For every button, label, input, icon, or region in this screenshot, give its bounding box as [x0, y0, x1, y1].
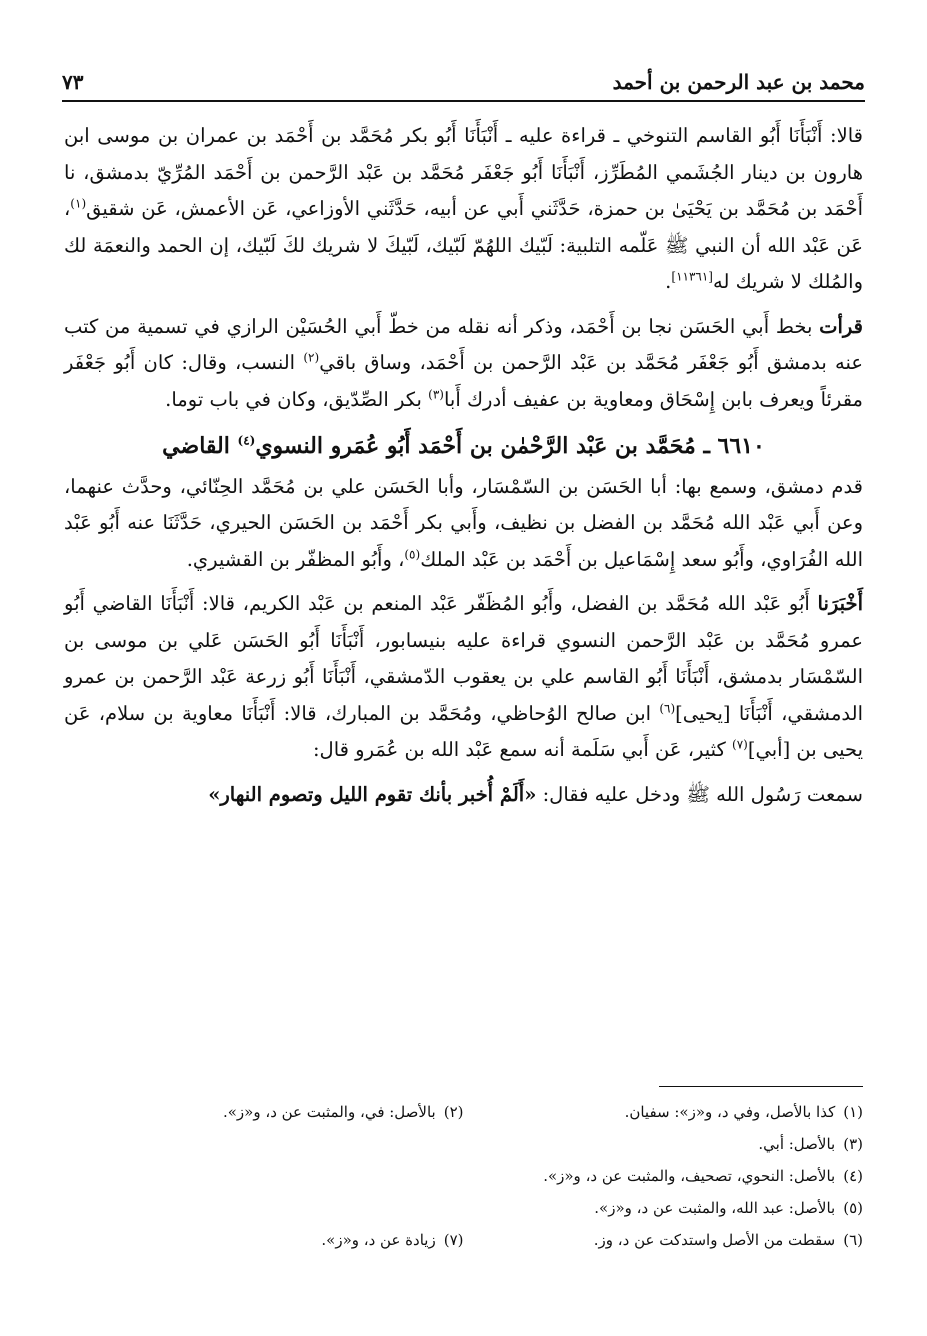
footnote-3 [464, 1128, 864, 1160]
footnote-marker: (٣) [428, 387, 444, 401]
paragraph-2 [64, 309, 863, 419]
footnote-number: (٥) [843, 1199, 863, 1217]
hadith-quote: «أَلَمْ أُخبر بأنك تقوم الليل وتصوم النهار» [208, 782, 537, 806]
entry-heading [64, 428, 863, 465]
paragraph-text: أَبُو عَبْد الله مُحَمَّد بن الفضل، وأَبُو المُظَفّر عَبْد المنعم بن عَبْد الكريم، قالا: أَنْبَأَنَا القاضي أَبُو عمرو مُحَمَّد بن عَبْد الرَّحمن النسوي قراءة عليه بنيسابور، أَنْبَأَنَا أَبُو الحَسَن عَلي بن موسى بن السّمْسَار بدمشق، أَنْبَأَنَا أَبُو القاسم علي بن يعقوب الدّمشقي، أَنْبَأَنَا أَبُو زرعة عَبْد الرَّحمن بن عمرو الدمشقي، أَنْبَأَنَا [يحيى] [64, 592, 863, 725]
footnote-number: (٣) [843, 1135, 863, 1153]
paragraph-text: ابن صالح الوُحاظي، ومُحَمَّد بن المبارك، قالا: أَنْبَأَنَا معاوية بن سلام، عَن يحيى بن [أبي] [64, 701, 863, 761]
lead-word: أَخْبَرَنا [817, 592, 863, 615]
footnote-text: سقطت من الأصل واستدكت عن د، وز. [593, 1231, 836, 1249]
footnote-row [64, 1128, 863, 1160]
footnote-7 [64, 1224, 464, 1256]
footnote-row [64, 1192, 863, 1224]
footnote-text: بالأصل: أبي. [758, 1135, 836, 1153]
footnote-6 [464, 1224, 864, 1256]
page-header [62, 58, 865, 94]
paragraph-text: قدم دمشق، وسمع بها: أبا الحَسَن بن السّمْسَار، وأبا الحَسَن علي بن مُحَمَّد الحِنّائي، وحدَّث عنهما، وعن أَبي عَبْد الله مُحَمَّد بن الفضل بن نظيف، وأَبي بكر أَحْمَد بن الحَسَن الحيري، حَدَّثَنَا عنه أَبُو عَبْد الله الفُرَاوي، وأَبُو سعد إِسْمَاعيل بن أَحْمَد بن عَبْد الملك [64, 474, 863, 571]
footnote-marker: (٥) [404, 547, 421, 561]
paragraph-1 [64, 118, 863, 301]
footnote-text: زيادة عن د، و«ز». [321, 1231, 436, 1249]
entry-title-tail: القاضي [162, 433, 238, 459]
paragraph-text: ، وأَبُو المظفّر بن القشيري. [186, 547, 405, 571]
paragraph-4 [64, 586, 863, 769]
paragraph-text: كثير، عَن أَبي سَلَمة أنه سمع عَبْد الله بن عُمَرو قال: [312, 738, 733, 761]
footnote-4 [64, 1160, 863, 1192]
header-rule [62, 100, 865, 102]
footnote-row [64, 1224, 863, 1256]
footnote-number: (٤) [843, 1167, 863, 1185]
main-text [64, 118, 863, 821]
footnote-text: بالأصل: عبد الله، والمثبت عن د، و«ز». [594, 1199, 836, 1217]
footnote-2 [64, 1096, 464, 1128]
footnote-marker: (١) [70, 196, 87, 211]
footnote-text: كذا بالأصل، وفي د، و«ز»: سفيان. [624, 1103, 836, 1121]
page-number: ٧٣ [62, 70, 84, 94]
footnote-5 [64, 1192, 863, 1224]
footnote-number: (٧) [443, 1231, 464, 1249]
footnote-number: (١) [843, 1103, 863, 1121]
footnote-number: (٦) [843, 1231, 863, 1249]
running-title: محمد بن عبد الرحمن بن أحمد [612, 70, 865, 94]
footnote-marker: (٦) [659, 701, 676, 715]
paragraph-text: ، عَن عَبْد الله أن النبي ﷺ عَلّمه التلبية: لَبّيك اللهُمّ لَبّيك، لَبّيكَ لا شريك لكَ لَبّيك، إن الحمد والنعمَة لك والمُلك لا شريك له [64, 197, 863, 293]
paragraph-3 [64, 469, 863, 579]
footnote-marker: (٧) [732, 737, 748, 752]
paragraph-5 [64, 777, 863, 814]
paragraph-text: النسب، وقال: كان أَبُو جَعْفَر مقرئاً ويعرف بابن إِسْحَاق ومعاوية بن عفيف أدرك أَبا [64, 351, 863, 411]
lead-word: قرأت [819, 314, 863, 338]
footnote-marker: (٤) [237, 433, 256, 448]
footnote-marker: (٢) [303, 350, 320, 365]
hadith-reference: [١١٣٦١] [671, 269, 713, 284]
paragraph-text: بخط أَبي الحَسَن نجا بن أَحْمَد، وذكر أنه نقله من خطّ أَبي الحُسَيْن الرازي في تسمية من كتب عنه بدمشق أَبُو جَعْفَر مُحَمَّد بن عَبْد الرَّحمن بن أَحْمَد، وساق باقي [64, 314, 863, 374]
paragraph-text: بكر الصِّدّيق، وكان في باب توما. [165, 387, 429, 411]
footnote-text: بالأصل: النحوي، تصحيف، والمثبت عن د، و«ز». [543, 1167, 836, 1185]
entry-title: ٦٦١٠ ـ مُحَمَّد بن عَبْد الرَّحْمٰن بن أَحْمَد أَبُو عُمَرو النسوي [255, 433, 765, 459]
paragraph-text: . [665, 270, 672, 293]
footnote-text: بالأصل: في، والمثبت عن د، و«ز». [222, 1103, 436, 1121]
footnote-row [64, 1160, 863, 1192]
footnote-row [64, 1096, 863, 1128]
footnote-separator [659, 1086, 863, 1087]
footnotes [64, 1096, 863, 1256]
paragraph-text: سمعت رَسُول الله ﷺ ودخل عليه فقال: [536, 782, 863, 806]
footnote-1 [464, 1096, 864, 1128]
paragraph-text: قالا: أَنْبَأَنَا أَبُو القاسم التنوخي ـ قراءة عليه ـ أَنْبَأَنَا أَبُو بكر مُحَمَّد بن أَحْمَد بن عمران بن موسى ابن هارون بن دينار الجُشَمي المُطَرِّز، أَنْبَأَنَا أَبُو جَعْفَر مُحَمَّد بن عَبْد الرَّحمن بن أَحْمَد المُرِّيّ بدمشق، نا أَحْمَد بن مُحَمَّد بن يَحْيَىٰ بن حمزة، حَدَّثَني أَبي عن أبيه، حَدَّثَني الأوزاعي، عَن الأعمش، عَن شقيق [64, 124, 863, 220]
footnote-number: (٢) [443, 1103, 464, 1121]
